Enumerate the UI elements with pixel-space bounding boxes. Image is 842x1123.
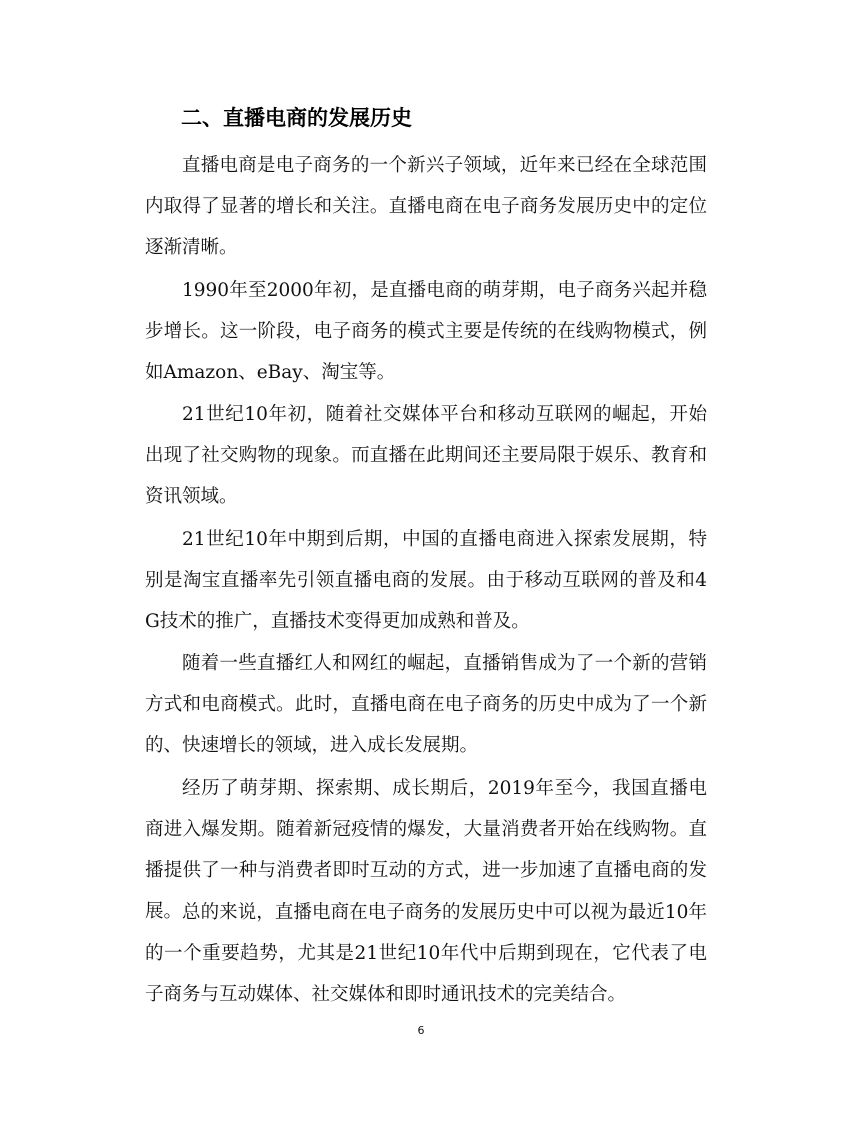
- paragraph-sprouting-period: 1990年至2000年初，是直播电商的萌芽期，电子商务兴起并稳步增长。这一阶段，电子商务的模式主要是传统的在线购物模式，例如Amazon、eBay、淘宝等。: [145, 280, 707, 383]
- page-number: 6: [417, 1024, 425, 1037]
- paragraph-conclusion: 总的来说，直播电商在电子商务的发展历史中可以视为最近10年的一个重要趋势，尤其是21世纪10年代中后期到现在，它代表了电子商务与互动媒体、社交媒体和即时通讯技术的完美结合。: [145, 902, 707, 1005]
- paragraph-exploration-period: 21世纪10年中期到后期，中国的直播电商进入探索发展期，特别是淘宝直播率先引领直播电商的发展。由于移动互联网的普及和4G技术的推广，直播技术变得更加成熟和普及。: [145, 529, 707, 632]
- paragraph-growth-period: 随着一些直播红人和网红的崛起，直播销售成为了一个新的营销方式和电商模式。此时，直播电商在电子商务的历史中成为了一个新的、快速增长的领域，进入成长发展期。: [145, 653, 707, 756]
- section-heading: 二、直播电商的发展历史: [181, 106, 412, 130]
- paragraph-social-shopping: 21世纪10年初，随着社交媒体平台和移动互联网的崛起，开始出现了社交购物的现象。而直播在此期间还主要局限于娱乐、教育和资讯领域。: [145, 404, 707, 507]
- paragraph-boom-period: 经历了萌芽期、探索期、成长期后，2019年至今，我国直播电商进入爆发期。随着新冠疫情的爆发，大量消费者开始在线购物。直播提供了一种与消费者即时互动的方式，进一步加速了直播电商的发展。: [145, 778, 707, 922]
- paragraph-intro: 直播电商是电子商务的一个新兴子领域，近年来已经在全球范围内取得了显著的增长和关注。直播电商在电子商务发展历史中的定位逐渐清晰。: [145, 155, 707, 258]
